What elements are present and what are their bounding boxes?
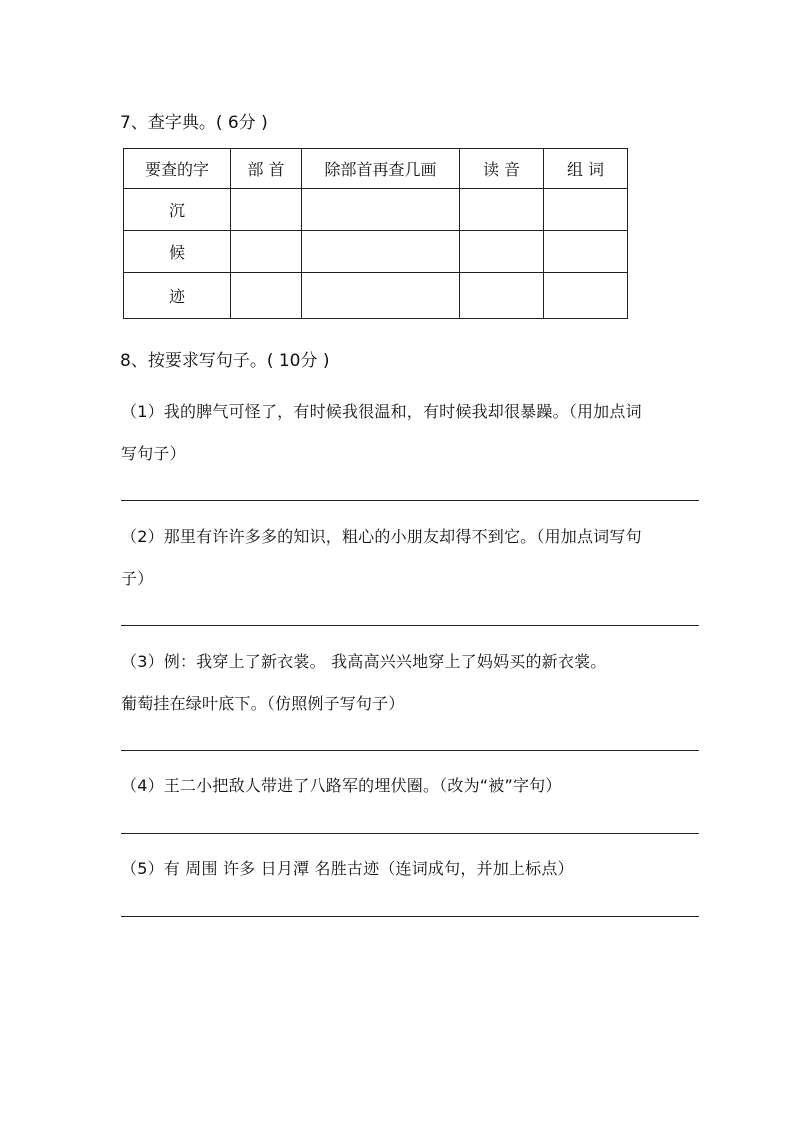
item-2-line-1: （2）那里有许许多多的知识，粗心的小朋友却得不到它。（用加点词写句: [121, 527, 642, 546]
question-8-title: 8、按要求写句子。( 10分 ): [120, 351, 330, 371]
answer-cell[interactable]: [231, 273, 302, 319]
dictionary-table: [123, 148, 628, 319]
table-row: [124, 189, 628, 231]
item-2-line-2: 子）: [121, 569, 154, 588]
row-character: 沉: [124, 189, 231, 231]
item-1-line-2: 写句子）: [121, 444, 186, 463]
table-row: [124, 273, 628, 319]
answer-cell[interactable]: [460, 231, 544, 273]
item-3-line-1: （3）例：我穿上了新衣裳。 我高高兴兴地穿上了妈妈买的新衣裳。: [121, 652, 607, 671]
answer-line-3[interactable]: [121, 750, 699, 751]
answer-cell[interactable]: [544, 273, 628, 319]
item-3-line-2: 葡萄挂在绿叶底下。（仿照例子写句子）: [121, 694, 405, 713]
item-5-line-1: （5）有 周围 许多 日月潭 名胜古迹（连词成句，并加上标点）: [121, 859, 574, 878]
item-4-line-1: （4）王二小把敌人带进了八路军的埋伏圈。（改为“被”字句）: [121, 776, 562, 795]
answer-line-4[interactable]: [121, 833, 699, 834]
answer-line-5[interactable]: [121, 916, 699, 917]
answer-cell[interactable]: [231, 189, 302, 231]
table-row: [124, 231, 628, 273]
item-1-line-1: （1）我的脾气可怪了，有时候我很温和，有时候我却很暴躁。（用加点词: [121, 402, 642, 421]
table-header-row: [124, 149, 628, 189]
answer-cell[interactable]: [302, 231, 460, 273]
answer-cell[interactable]: [302, 189, 460, 231]
answer-cell[interactable]: [231, 231, 302, 273]
answer-cell[interactable]: [544, 189, 628, 231]
answer-line-2[interactable]: [121, 625, 699, 626]
row-character: 迹: [124, 273, 231, 319]
header-character: 要查的字: [124, 149, 231, 189]
answer-cell[interactable]: [460, 273, 544, 319]
answer-cell[interactable]: [302, 273, 460, 319]
header-strokes: 除部首再查几画: [302, 149, 460, 189]
header-word: 组 词: [544, 149, 628, 189]
answer-cell[interactable]: [544, 231, 628, 273]
header-pronunciation: 读 音: [460, 149, 544, 189]
question-7-title: 7、查字典。( 6分 ): [120, 113, 268, 133]
answer-line-1[interactable]: [121, 500, 699, 501]
header-radical: 部 首: [231, 149, 302, 189]
answer-cell[interactable]: [460, 189, 544, 231]
row-character: 候: [124, 231, 231, 273]
